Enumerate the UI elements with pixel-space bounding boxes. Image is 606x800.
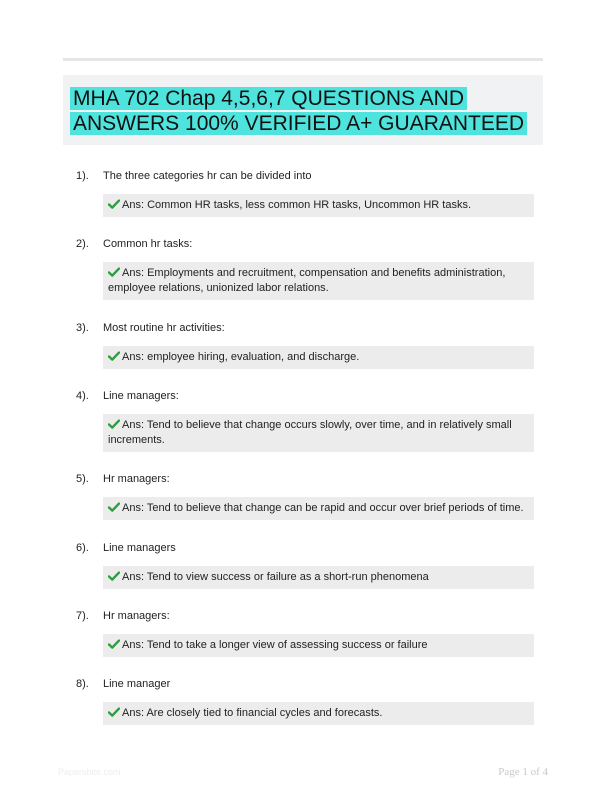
answer-text: Tend to believe that change occurs slowly, over time, and in relatively small increments. (108, 419, 512, 446)
question-number: 1). (76, 170, 89, 182)
question-text: Line managers (103, 542, 176, 554)
answer-prefix: Ans: (122, 267, 148, 279)
question-number: 3). (76, 322, 89, 334)
answer-prefix: Ans: (122, 502, 147, 514)
check-icon (108, 639, 120, 649)
answer-prefix: Ans: (122, 351, 148, 363)
question-text: Hr managers: (103, 473, 170, 485)
answer-text: Employments and recruitment, compensation and benefits administration, employee relations, unionized labor relations. (108, 267, 506, 294)
answer-prefix: Ans: (122, 419, 147, 431)
question-number: 4). (76, 390, 89, 402)
question-text: Most routine hr activities: (103, 322, 225, 334)
page-number: Page 1 of 4 (498, 766, 548, 778)
answer-box (103, 497, 534, 520)
answer-text: Are closely tied to financial cycles and forecasts. (146, 707, 383, 719)
check-icon (108, 199, 120, 209)
answer-prefix: Ans: (122, 199, 148, 211)
question-text: Line manager (103, 678, 171, 690)
answer-box (103, 702, 534, 725)
check-icon (108, 502, 120, 512)
document-title (70, 86, 527, 136)
answer-box (103, 194, 534, 217)
question-number: 2). (76, 238, 89, 250)
answer-prefix: Ans: (122, 571, 147, 583)
answer-prefix: Ans: (122, 639, 147, 651)
question-number: 7). (76, 610, 89, 622)
question-number: 6). (76, 542, 89, 554)
title-line-2: ANSWERS 100% VERIFIED A+ GUARANTEED (70, 112, 527, 135)
answer-box (103, 634, 534, 657)
title-line-1: MHA 702 Chap 4,5,6,7 QUESTIONS AND (70, 87, 467, 110)
answer-box (103, 414, 534, 452)
answer-text: Tend to believe that change can be rapid and occur over brief periods of time. (146, 502, 524, 514)
question-text: Line managers: (103, 390, 179, 402)
answer-prefix: Ans: (122, 707, 147, 719)
top-rule (63, 58, 543, 61)
check-icon (108, 351, 120, 361)
question-text: Hr managers: (103, 610, 170, 622)
check-icon (108, 571, 120, 581)
check-icon (108, 267, 120, 277)
answer-box (103, 262, 534, 300)
check-icon (108, 707, 120, 717)
question-number: 5). (76, 473, 89, 485)
question-number: 8). (76, 678, 89, 690)
answer-text: employee hiring, evaluation, and discharge. (147, 351, 360, 363)
answer-text: Tend to take a longer view of assessing success or failure (146, 639, 428, 651)
answer-box (103, 346, 534, 369)
answer-text: Tend to view success or failure as a short-run phenomena (146, 571, 429, 583)
footer-watermark: Papersbite.com (58, 767, 121, 777)
check-icon (108, 419, 120, 429)
question-text: The three categories hr can be divided into (103, 170, 312, 182)
answer-text: Common HR tasks, less common HR tasks, Uncommon HR tasks. (147, 199, 472, 211)
answer-box (103, 566, 534, 589)
question-text: Common hr tasks: (103, 238, 193, 250)
